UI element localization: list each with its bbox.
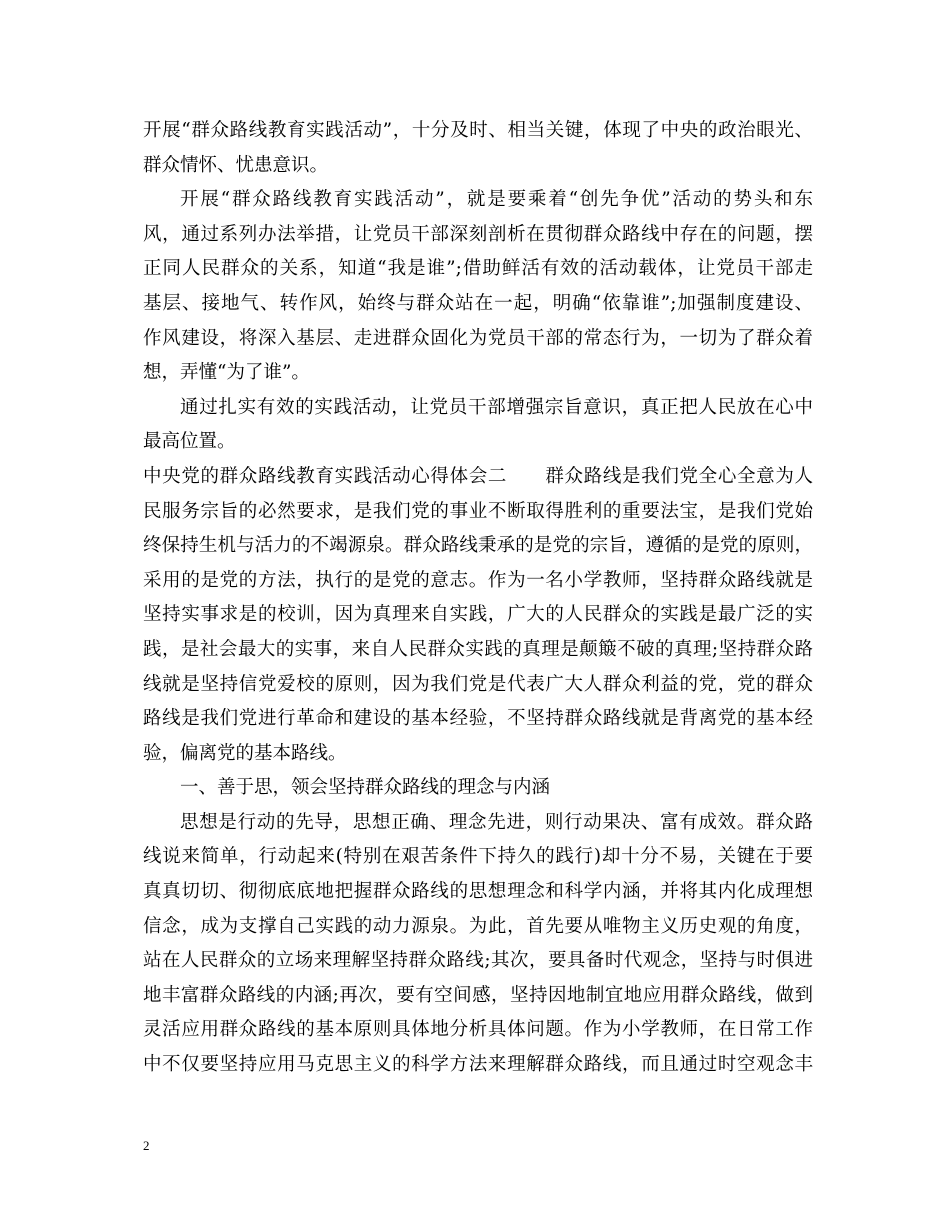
text-line: 民服务宗旨的必然要求，是我们党的事业不断取得胜利的重要法宝，是我们党始 bbox=[143, 500, 813, 522]
document-body bbox=[143, 114, 813, 1083]
text-line: 信念，成为支撑自己实践的动力源泉。为此，首先要从唯物主义历史观的角度， bbox=[143, 915, 813, 937]
text-line: 线说来简单，行动起来(特别在艰苦条件下持久的践行)却十分不易，关键在于要 bbox=[143, 846, 813, 868]
text-line: 地丰富群众路线的内涵;再次，要有空间感，坚持因地制宜地应用群众路线，做到 bbox=[143, 984, 813, 1006]
text-line: 作风建设，将深入基层、走进群众固化为党员干部的常态行为，一切为了群众着 bbox=[143, 327, 813, 349]
text-line: 终保持生机与活力的不竭源泉。群众路线秉承的是党的宗旨，遵循的是党的原则， bbox=[143, 535, 813, 557]
text-line: 验，偏离党的基本路线。 bbox=[143, 742, 347, 764]
text-line: 践，是社会最大的实事，来自人民群众实践的真理是颠簸不破的真理;坚持群众路 bbox=[143, 638, 813, 660]
text-line: 中不仅要坚持应用马克思主义的科学方法来理解群众路线，而且通过时空观念丰 bbox=[143, 1054, 813, 1076]
text-line: 真真切切、彻彻底底地把握群众路线的思想理念和科学内涵，并将其内化成理想 bbox=[143, 881, 813, 903]
text-line: 思想是行动的先导，思想正确、理念先进，则行动果决、富有成效。群众路 bbox=[180, 811, 813, 833]
text-line: 站在人民群众的立场来理解坚持群众路线;其次，要具备时代观念，坚持与时俱进 bbox=[143, 950, 813, 972]
text-line: 最高位置。 bbox=[143, 431, 236, 453]
text-line: 坚持实事求是的校训，因为真理来自实践，广大的人民群众的实践是最广泛的实 bbox=[143, 604, 813, 626]
text-line: 想，弄懂“为了谁”。 bbox=[143, 362, 310, 384]
text-line: 基层、接地气、转作风，始终与群众站在一起，明确“依靠谁”;加强制度建设、 bbox=[143, 292, 813, 314]
text-line: 开展“群众路线教育实践活动”，十分及时、相当关键，体现了中央的政治眼光、 bbox=[143, 120, 813, 141]
text-line: 群众情怀、忧患意识。 bbox=[143, 154, 329, 176]
text-line: 开展“群众路线教育实践活动”，就是要乘着“创先争优”活动的势头和东 bbox=[180, 189, 813, 211]
text-line: 一、善于思，领会坚持群众路线的理念与内涵 bbox=[180, 777, 551, 799]
text-line: 通过扎实有效的实践活动，让党员干部增强宗旨意识，真正把人民放在心中 bbox=[180, 396, 813, 418]
text-line: 采用的是党的方法，执行的是党的意志。作为一名小学教师，坚持群众路线就是 bbox=[143, 569, 813, 591]
text-line: 路线是我们党进行革命和建设的基本经验，不坚持群众路线就是背离党的基本经 bbox=[143, 708, 813, 730]
text-line: 正同人民群众的关系，知道“我是谁”;借助鲜活有效的活动载体，让党员干部走 bbox=[143, 258, 813, 280]
text-line: 灵活应用群众路线的基本原则具体地分析具体问题。作为小学教师，在日常工作 bbox=[143, 1019, 813, 1041]
text-line: 风，通过系列办法举措，让党员干部深刻剖析在贯彻群众路线中存在的问题，摆 bbox=[143, 223, 813, 245]
text-line: 线就是坚持信党爱校的原则，因为我们党是代表广大人群众利益的党，党的群众 bbox=[143, 673, 813, 695]
text-line: 中央党的群众路线教育实践活动心得体会二 群众路线是我们党全心全意为人 bbox=[143, 465, 813, 487]
page-number: 2 bbox=[143, 1138, 150, 1153]
